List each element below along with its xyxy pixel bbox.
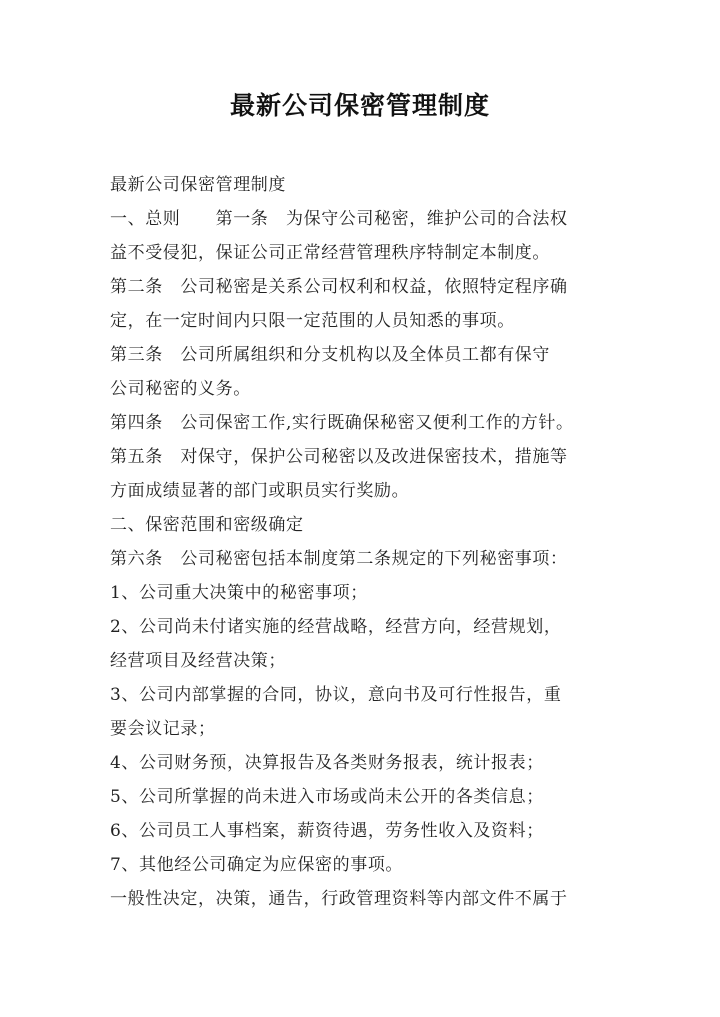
body-line: 2、公司尚未付诸实施的经营战略，经营方向，经营规划， bbox=[110, 617, 562, 637]
body-line: 定，在一定时间内只限一定范围的人员知悉的事项。 bbox=[110, 311, 515, 331]
body-line: 第五条 对保守，保护公司秘密以及改进保密技术，措施等 bbox=[110, 447, 568, 467]
body-line: 一、总则 第一条 为保守公司秘密，维护公司的合法权 bbox=[110, 209, 568, 229]
body-line: 1、公司重大决策中的秘密事项； bbox=[110, 583, 368, 603]
body-line: 公司秘密的义务。 bbox=[110, 379, 251, 399]
body-line: 第三条 公司所属组织和分支机构以及全体员工都有保守 bbox=[110, 345, 550, 365]
body-line: 益不受侵犯，保证公司正常经营管理秩序特制定本制度。 bbox=[110, 243, 550, 263]
body-line: 第二条 公司秘密是关系公司权利和权益，依照特定程序确 bbox=[110, 277, 568, 297]
body-line: 一般性决定，决策，通告，行政管理资料等内部文件不属于 bbox=[110, 889, 568, 909]
body-line: 经营项目及经营决策； bbox=[110, 651, 286, 671]
body-line: 3、公司内部掌握的合同，协议，意向书及可行性报告，重 bbox=[110, 685, 562, 705]
body-line: 7、其他经公司确定为应保密的事项。 bbox=[110, 855, 404, 875]
body-line: 5、公司所掌握的尚未进入市场或尚未公开的各类信息； bbox=[110, 787, 544, 807]
body-line: 要会议记录； bbox=[110, 719, 216, 739]
body-line: 6、公司员工人事档案，薪资待遇，劳务性收入及资料； bbox=[110, 821, 544, 841]
body-line: 方面成绩显著的部门或职员实行奖励。 bbox=[110, 481, 410, 501]
document-body bbox=[110, 168, 622, 916]
body-line: 二、保密范围和密级确定 bbox=[110, 515, 304, 535]
body-line: 最新公司保密管理制度 bbox=[110, 175, 286, 195]
document-title: 最新公司保密管理制度 bbox=[229, 91, 490, 120]
body-line: 第六条 公司秘密包括本制度第二条规定的下列秘密事项： bbox=[110, 549, 568, 569]
body-line: 4、公司财务预，决算报告及各类财务报表，统计报表； bbox=[110, 753, 544, 773]
body-line: 第四条 公司保密工作,实行既确保秘密又便利工作的方针。 bbox=[110, 413, 574, 433]
